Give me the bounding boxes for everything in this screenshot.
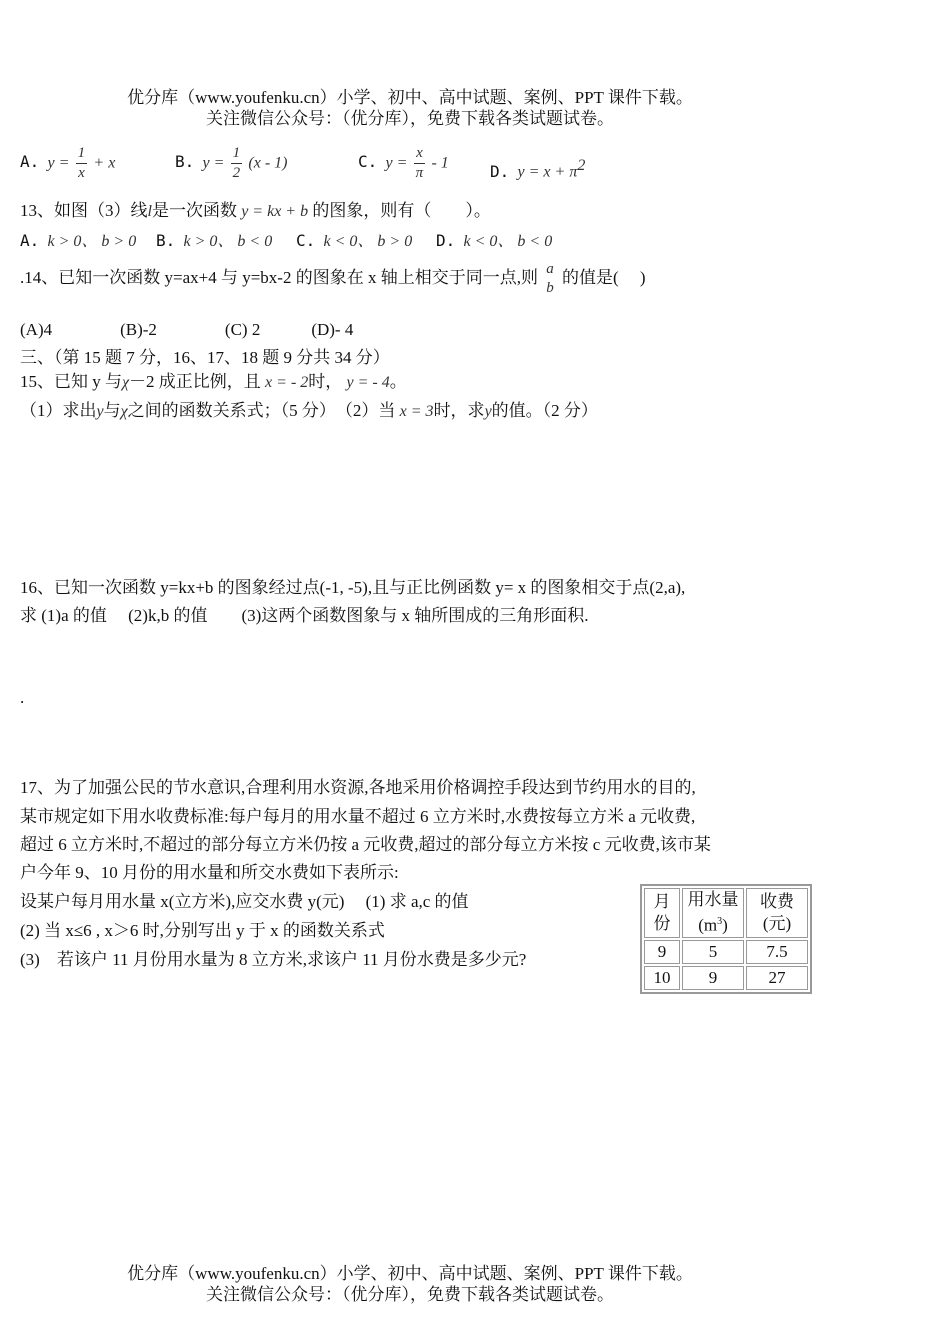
cell-month: 9 [644,940,680,964]
text: .14、已知一次函数 y=ax+4 与 y=bx-2 的图象在 x 轴上相交于同一点,则 [20,267,538,287]
q13-stem [20,196,491,221]
table-row [644,940,808,964]
q15-line-2 [20,396,598,421]
text: 的值是( ) [561,267,646,287]
math-expr: + x [93,154,116,172]
cell-fee: 27 [746,966,808,990]
option-label: D. [436,231,456,250]
option-label: C. [296,231,316,250]
q14-options: (A)4 (B)-2 (C) 2 (D)- 4 [20,320,354,339]
math-expr: y = x + π [517,163,578,181]
q12-option-a [20,146,115,181]
q13-option-b [156,228,272,251]
cell-month: 10 [644,966,680,990]
text: 。 [389,372,407,391]
fraction: a b [546,261,554,296]
math-expr: y = kx + b [241,203,309,220]
header-fee: 收费 (元) [746,888,808,938]
cell-fee: 7.5 [746,940,808,964]
math-var: χ [122,374,130,391]
option-label: D. [490,161,510,181]
text: 13、如图（3）线 [20,201,148,220]
fraction: $\frac{1}{2}$ [232,145,241,181]
stray-dot: . [20,688,25,707]
header-usage: 用水量 $(m^3)$ [682,888,744,938]
table-row [644,966,808,990]
math-var: χ [120,403,128,420]
q17-line-7: (3) 若该户 11 月份用水量为 8 立方米,求该户 11 月份水费是多少元? [20,950,527,969]
q17-line-4: 户今年 9、10 月份的用水量和所交水费如下表所示: [20,863,399,882]
cell-usage: 5 [682,940,744,964]
math-var: l [147,203,152,220]
math-expr: k < 0、 b < 0 [463,233,553,250]
text: 是一次函数 [151,201,237,220]
math-expr: y = [47,154,70,172]
math-expr: k < 0、 b > 0 [323,233,413,250]
text: 的图象，则有（ ）。 [312,201,491,220]
table-header-row [644,888,808,938]
text: －2 成正比例，且 [129,372,261,391]
section-3-title: 三、（第 15 题 7 分，16、17、18 题 9 分共 34 分） [20,348,390,367]
math-expr: (x - 1) [248,154,288,172]
option-label: C. [358,152,378,172]
option-label: B. [156,231,176,250]
math-expr: y = [202,154,225,172]
math-var: y [96,403,104,420]
q17-line-3: 超过 6 立方米时,不超过的部分每立方米仍按 a 元收费,超过的部分每立方米按 c 元收费,该市某 [20,835,711,854]
text: 与 [103,401,121,420]
q14-stem [20,262,646,296]
q17-line-5: 设某户每月用水量 x(立方米),应交水费 y(元) (1) 求 a,c 的值 [20,892,469,911]
water-fee-table [640,884,812,994]
option-label: B. [175,152,195,172]
text: 之间的函数关系式；（5 分） （2）当 [127,401,396,420]
q17-line-2: 某市规定如下用水收费标准:每户每月的用水量不超过 6 立方米时,水费按每立方米 a 元收费, [20,807,696,826]
footer-line-1: 优分库（www.youfenku.cn）小学、初中、高中试题、案例、PPT 课件下载。 [127,1264,693,1283]
q16-line-2: 求 (1)a 的值 (2)k,b 的值 (3)这两个函数图象与 x 轴所围成的三角形面积. [20,606,589,625]
q13-options [20,228,136,251]
q15-line-1 [20,367,407,392]
math-expr: x = - 2 [265,374,309,391]
q17-line-6: (2) 当 x≤6 , x＞6 时,分别写出 y 于 x 的函数关系式 [20,921,385,940]
q13-option-c [296,228,412,251]
footer-line-2: 关注微信公众号：（优分库），免费下载各类试题试卷。 [206,1285,614,1304]
q16-line-1: 16、已知一次函数 y=kx+b 的图象经过点(-1, -5),且与正比例函数 y= x 的图象相交于点(2,a), [20,578,686,597]
exponent: 2 [577,157,586,174]
math-expr: x = 3 [399,403,434,420]
text: 时，求 [433,401,485,420]
text: 时， [308,372,343,391]
text: （1）求出 [20,401,97,420]
option-label: A. [20,152,40,172]
q17-line-1: 17、为了加强公民的节水意识,合理利用水资源,各地采用价格调控手段达到节约用水的目的, [20,778,696,797]
header-line-1: 优分库（www.youfenku.cn）小学、初中、高中试题、案例、PPT 课件下载。 [127,88,693,107]
q13-option-d [436,228,552,251]
math-var: y [484,403,492,420]
fraction: $\frac{1}{x}$ [77,145,86,181]
math-expr: y = - 4 [346,374,390,391]
header-month: 月 份 [644,888,680,938]
cell-usage: 9 [682,966,744,990]
q12-option-b [175,146,288,181]
q12-option-d [490,157,585,182]
option-label: A. [20,231,40,250]
q12-option-c [358,146,449,181]
math-expr: k > 0、 b < 0 [183,233,273,250]
math-expr: k > 0、 b > 0 [47,233,137,250]
math-expr: - 1 [431,154,449,172]
text: 的值。（2 分） [491,401,598,420]
text: 15、已知 y 与 [20,372,122,391]
math-expr: y = [385,154,408,172]
header-line-2: 关注微信公众号：（优分库），免费下载各类试题试卷。 [206,109,614,128]
fraction: $\frac{x}{\pi}$ [415,145,424,181]
